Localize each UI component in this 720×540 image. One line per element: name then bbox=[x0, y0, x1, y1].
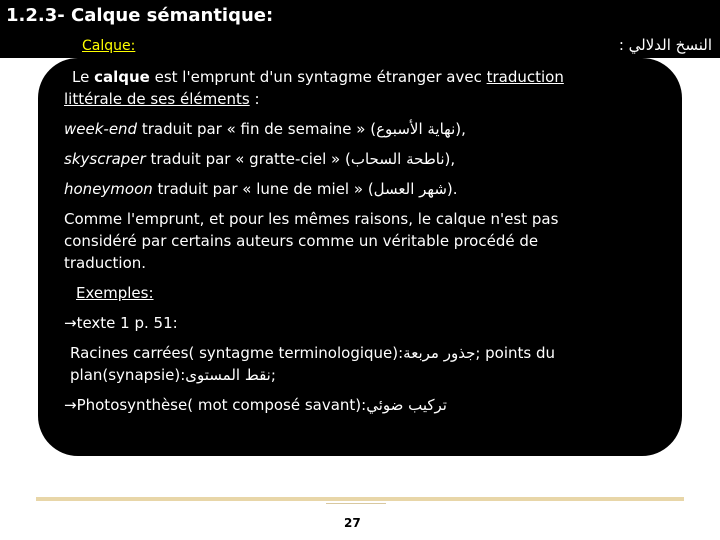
text-fragment: ; bbox=[270, 366, 276, 384]
text-fragment: : bbox=[249, 90, 260, 108]
underlined-text: littérale de ses éléments bbox=[64, 90, 250, 108]
example-term: honeymoon bbox=[64, 180, 153, 198]
example-term: week-end bbox=[64, 120, 138, 138]
comparison-paragraph: Comme l'emprunt, et pour les mêmes raisons, le calque n'est pas considéré par certains auteurs comme un véritable procédé de traduction. bbox=[64, 210, 559, 272]
text-fragment: Le bbox=[72, 68, 95, 86]
arrow-icon: → bbox=[64, 314, 77, 332]
example-term: skyscraper bbox=[64, 150, 146, 168]
example-line-1 bbox=[64, 118, 624, 140]
slide-content bbox=[64, 66, 624, 416]
arrow-icon: → bbox=[64, 396, 77, 414]
text-fragment: ). bbox=[446, 180, 458, 198]
text-reference bbox=[64, 312, 624, 334]
text-fragment: Racines carrées( syntagme terminologique): bbox=[70, 344, 404, 362]
arabic-translation: جذور مربعة bbox=[403, 344, 476, 362]
page-number: 27 bbox=[344, 516, 361, 530]
text-fragment: ; points du plan(synapsie): bbox=[70, 344, 556, 384]
text-fragment: traduit par « lune de miel » ( bbox=[152, 180, 374, 198]
text-fragment: texte 1 p. 51: bbox=[76, 314, 178, 332]
footer-divider bbox=[36, 497, 684, 501]
text-fragment: Photosynthèse( mot composé savant): bbox=[76, 396, 367, 414]
section-label: Calque: bbox=[82, 38, 136, 54]
underlined-text: traduction bbox=[486, 68, 564, 86]
text-fragment: traduit par « gratte-ciel » ( bbox=[145, 150, 351, 168]
arabic-title: النسخ الدلالي : bbox=[618, 36, 712, 54]
arabic-translation: نقط المستوى bbox=[185, 366, 271, 384]
arabic-translation: شهر العسل bbox=[373, 180, 447, 198]
text-fragment: traduit par « fin de semaine » ( bbox=[137, 120, 377, 138]
arabic-translation: تركيب ضوئي bbox=[366, 396, 447, 414]
title-bar bbox=[0, 0, 720, 32]
racines-example bbox=[64, 342, 624, 386]
examples-label: Exemples: bbox=[76, 284, 154, 302]
photosynthese-example bbox=[64, 394, 624, 416]
example-line-2 bbox=[64, 148, 624, 170]
text-fragment: ), bbox=[455, 120, 466, 138]
definition-paragraph-cont bbox=[64, 88, 624, 110]
arabic-translation: نهاية الأسبوع bbox=[376, 120, 456, 138]
examples-heading bbox=[64, 282, 624, 304]
example-line-3 bbox=[64, 178, 624, 200]
bold-term: calque bbox=[94, 68, 150, 86]
slide-title: 1.2.3- Calque sémantique: bbox=[6, 5, 274, 26]
text-fragment: est l'emprunt d'un syntagme étranger avec bbox=[149, 68, 487, 86]
text-fragment: ), bbox=[444, 150, 456, 168]
definition-paragraph bbox=[64, 66, 624, 88]
arabic-translation: ناطحة السحاب bbox=[350, 150, 445, 168]
